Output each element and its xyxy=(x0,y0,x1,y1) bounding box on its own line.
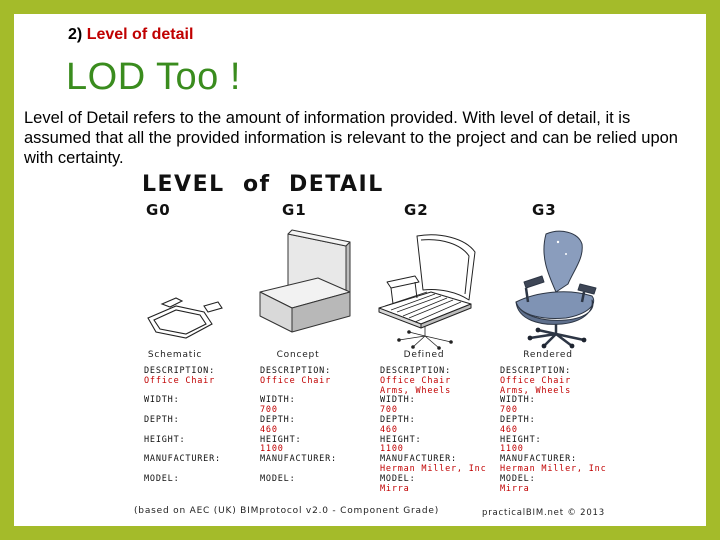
defined-chair-icon xyxy=(369,226,489,350)
value-manufacturer: Herman Miller, Inc xyxy=(380,463,487,474)
value-description: Office Chair xyxy=(144,375,216,386)
value-model: Mirra xyxy=(500,483,530,494)
value-depth: 460 xyxy=(260,424,278,435)
value-description: Office Chair xyxy=(260,375,332,386)
grade-label-g2: G2 xyxy=(404,201,429,219)
grade-label-g1: G1 xyxy=(282,201,307,219)
label-width: WIDTH: xyxy=(260,395,296,406)
value-width: 700 xyxy=(500,405,518,416)
label-height: HEIGHT: xyxy=(500,434,542,445)
label-description: DESCRIPTION: xyxy=(144,366,216,376)
label-depth: DEPTH: xyxy=(144,414,180,425)
figure-footnote: (based on AEC (UK) BIMprotocol v2.0 - Component Grade) xyxy=(134,506,440,516)
value-depth: 460 xyxy=(380,424,398,435)
value-width: 700 xyxy=(260,405,278,416)
label-model: MODEL: xyxy=(380,473,416,484)
value-description-extra: Arms, Wheels xyxy=(500,385,572,396)
grade-label-g0: G0 xyxy=(146,201,171,219)
spec-column-g2 xyxy=(380,367,490,494)
label-description: DESCRIPTION: xyxy=(260,366,332,376)
slide-title: LOD Too ! xyxy=(66,56,241,98)
spec-column-g1 xyxy=(260,367,370,494)
value-height: 1100 xyxy=(500,444,524,455)
label-depth: DEPTH: xyxy=(500,414,536,425)
label-description: DESCRIPTION: xyxy=(380,366,452,376)
label-depth: DEPTH: xyxy=(260,414,296,425)
value-height: 1100 xyxy=(260,444,284,455)
value-model: Mirra xyxy=(380,483,410,494)
label-manufacturer: MANUFACTURER: xyxy=(260,454,337,465)
rendered-chair-icon xyxy=(496,226,614,350)
label-manufacturer: MANUFACTURER: xyxy=(144,454,221,465)
label-description: DESCRIPTION: xyxy=(500,366,572,376)
schematic-chair-icon xyxy=(142,292,232,342)
value-depth: 460 xyxy=(500,424,518,435)
label-model: MODEL: xyxy=(144,473,180,484)
label-manufacturer: MANUFACTURER: xyxy=(500,454,577,465)
section-label: Level of detail xyxy=(86,26,194,43)
label-model: MODEL: xyxy=(500,473,536,484)
label-depth: DEPTH: xyxy=(380,414,416,425)
value-description: Office Chair xyxy=(380,375,452,386)
value-model xyxy=(260,485,370,495)
caption-g2: Defined xyxy=(403,350,445,360)
section-number: 2) xyxy=(68,26,83,43)
label-width: WIDTH: xyxy=(500,395,536,406)
caption-g3: Rendered xyxy=(523,350,573,360)
label-height: HEIGHT: xyxy=(144,434,186,445)
label-manufacturer: MANUFACTURER: xyxy=(380,454,457,465)
body-paragraph: Level of Detail refers to the amount of information provided. With level of detail, it is assumed that all the provided information is relevant to the project and can be relied upon with certainty. xyxy=(24,109,678,167)
figure-copyright: practicalBIM.net © 2013 xyxy=(482,508,605,518)
caption-g1: Concept xyxy=(276,350,320,360)
value-manufacturer: Herman Miller, Inc xyxy=(500,463,607,474)
label-height: HEIGHT: xyxy=(260,434,302,445)
spec-column-g3 xyxy=(500,367,610,494)
figure-heading: LEVEL of DETAIL xyxy=(142,172,384,197)
grade-label-g3: G3 xyxy=(532,201,557,219)
spec-column-g0 xyxy=(144,367,254,494)
value-description: Office Chair xyxy=(500,375,572,386)
value-description-extra: Arms, Wheels xyxy=(380,385,452,396)
slide xyxy=(14,14,706,526)
value-width: 700 xyxy=(380,405,398,416)
caption-g0: Schematic xyxy=(147,350,203,360)
label-width: WIDTH: xyxy=(380,395,416,406)
section-title xyxy=(68,26,193,44)
label-height: HEIGHT: xyxy=(380,434,422,445)
value-model xyxy=(144,485,254,495)
block-chair-icon xyxy=(254,226,364,338)
value-height: 1100 xyxy=(380,444,404,455)
label-model: MODEL: xyxy=(260,473,296,484)
label-width: WIDTH: xyxy=(144,395,180,406)
